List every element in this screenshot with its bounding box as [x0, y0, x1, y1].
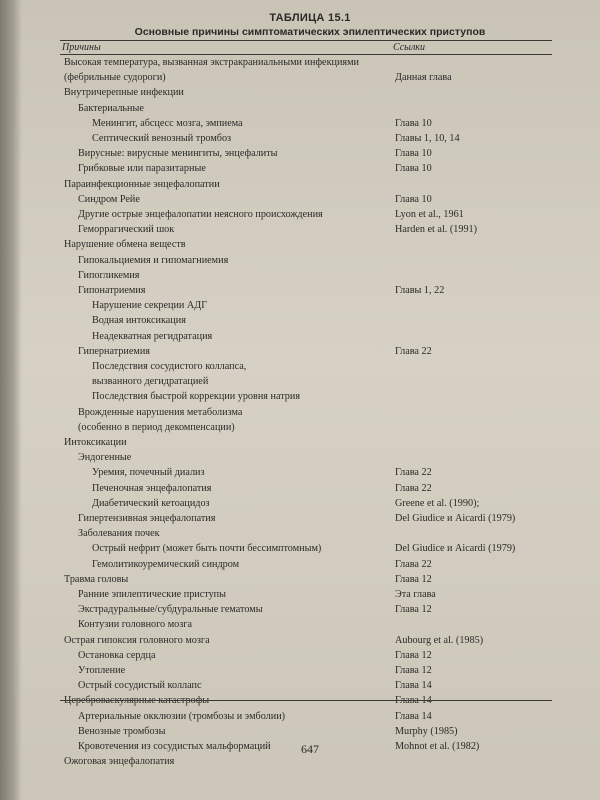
cause-cell: Гипернатриемия	[78, 345, 150, 357]
table-row	[60, 450, 552, 465]
reference-cell: Эта глава	[395, 589, 436, 600]
cause-cell: Интоксикации	[64, 437, 127, 448]
table-row	[60, 85, 552, 100]
reference-cell: Глава 10	[395, 163, 432, 175]
table-row	[60, 116, 552, 131]
page-number: 647	[301, 742, 319, 756]
book-spine-shadow	[0, 0, 22, 800]
table-title: Основные причины симптоматических эпилептических приступов	[134, 26, 486, 38]
table-row	[60, 374, 552, 389]
reference-cell: Murphy (1985)	[395, 725, 458, 737]
table-top-rule	[60, 40, 552, 41]
table-row	[60, 268, 552, 283]
table-row	[60, 541, 552, 556]
cause-cell: Утопление	[78, 665, 126, 676]
table-row	[60, 465, 552, 480]
reference-cell: Del Giudice и Aicardi (1979)	[395, 543, 516, 555]
cause-cell: Грибковые или паразитарные	[78, 163, 206, 175]
cause-cell: Острая гипоксия головного мозга	[64, 634, 210, 646]
cause-cell: Высокая температура, вызванная экстракраниальными инфекциями	[64, 57, 360, 68]
table-row	[60, 389, 552, 404]
cause-cell: Септический венозный тромбоз	[92, 133, 232, 144]
column-header-cause: Причины	[62, 42, 101, 53]
table-row	[60, 724, 552, 739]
reference-cell: Глава 12	[395, 665, 432, 676]
cause-cell: Уремия, почечный диализ	[92, 467, 205, 479]
table-row	[60, 526, 552, 541]
table-row	[60, 663, 552, 678]
table-row	[60, 192, 552, 207]
table-row	[60, 572, 552, 587]
table-row	[60, 648, 552, 663]
column-header-references: Ссылки	[393, 42, 425, 53]
cause-cell: Гипертензивная энцефалопатия	[78, 513, 216, 524]
cause-cell: Заболевания почек	[78, 528, 160, 540]
cause-cell: Врожденные нарушения метаболизма	[78, 406, 243, 418]
reference-cell: Глава 22	[395, 558, 432, 570]
table-row	[60, 359, 552, 374]
table-row	[60, 298, 552, 313]
cause-cell: Геморрагический шок	[78, 224, 175, 236]
table-row	[60, 101, 552, 116]
cause-cell: Менингит, абсцесс мозга, эмпиема	[92, 117, 243, 129]
reference-cell: Mohnot et al. (1982)	[395, 741, 480, 752]
cause-cell: Остановка сердца	[78, 649, 156, 661]
cause-cell: Нарушение секреции АДГ	[92, 300, 208, 312]
cause-cell: Гипонатриемия	[78, 285, 146, 296]
cause-cell: Гемолитикоуремический синдром	[92, 558, 240, 570]
table-row	[60, 633, 552, 648]
reference-cell: Greene et al. (1990);	[395, 497, 480, 509]
reference-cell: Lyon et al., 1961	[395, 209, 464, 220]
reference-cell: Главы 1, 22	[395, 285, 445, 296]
table-row	[60, 557, 552, 572]
cause-cell: Кровотечения из сосудистых мальформаций	[78, 741, 271, 752]
table-row	[60, 131, 552, 146]
cause-cell: Последствия сосудистого коллапса,	[92, 361, 247, 372]
reference-cell: Глава 10	[395, 117, 432, 129]
cause-cell: Печеночная энцефалопатия	[92, 482, 212, 494]
cause-cell: Бактериальные	[78, 102, 144, 114]
reference-cell: Глава 14	[395, 680, 432, 692]
table-row	[60, 70, 552, 85]
table-row	[60, 207, 552, 222]
book-page	[60, 0, 560, 800]
table-row	[60, 405, 552, 420]
cause-cell: Вирусные: вирусные менингиты, энцефалиты	[78, 148, 278, 160]
cause-cell: Эндогенные	[78, 452, 132, 464]
table-row	[60, 420, 552, 435]
table-row	[60, 587, 552, 602]
cause-cell: (особенно в период декомпенсации)	[78, 421, 235, 433]
table-row	[60, 709, 552, 724]
reference-cell: Глава 12	[395, 649, 432, 661]
reference-cell: Глава 22	[395, 345, 432, 357]
cause-cell: Синдром Рейе	[78, 193, 140, 205]
cause-cell: Ранние эпилептические приступы	[78, 589, 226, 600]
table-row	[60, 678, 552, 693]
cause-cell: Артериальные окклюзии (тромбозы и эмболии)	[78, 710, 286, 722]
reference-cell: Aubourg et al. (1985)	[395, 634, 484, 646]
cause-cell: Экстрадуральные/субдуральные гематомы	[78, 604, 263, 616]
cause-cell: Нарушение обмена веществ	[64, 239, 186, 251]
table-row	[60, 146, 552, 161]
cause-cell: Венозные тромбозы	[78, 725, 166, 737]
cause-cell: Внутричерепные инфекции	[64, 87, 184, 99]
table-bottom-rule	[60, 700, 552, 701]
cause-cell: Параинфекционные энцефалопатии	[64, 178, 220, 190]
table-row	[60, 435, 552, 450]
table-row	[60, 55, 552, 70]
cause-cell: Неадекватная регидратация	[92, 330, 213, 342]
cause-cell: Гипокальциемия и гипомагниемия	[78, 254, 229, 266]
reference-cell: Глава 22	[395, 482, 432, 494]
table-row	[60, 602, 552, 617]
table-row	[60, 617, 552, 632]
cause-cell: Диабетический кетоацидоз	[92, 497, 210, 509]
table-row	[60, 161, 552, 176]
reference-cell: Глава 14	[395, 710, 432, 722]
reference-cell: Главы 1, 10, 14	[395, 133, 460, 144]
reference-cell: Глава 22	[395, 467, 432, 479]
reference-cell: Глава 10	[395, 193, 432, 205]
table-row	[60, 313, 552, 328]
cause-cell: Последствия быстрой коррекции уровня натрия	[92, 391, 301, 403]
reference-cell: Данная глава	[395, 72, 452, 84]
table-row	[60, 329, 552, 344]
table-row	[60, 253, 552, 268]
cause-cell: Острый нефрит (может быть почти бессимптомным)	[92, 543, 322, 555]
cause-cell: Травма головы	[64, 573, 129, 585]
table-row	[60, 222, 552, 237]
reference-cell: Harden et al. (1991)	[395, 224, 478, 236]
cause-cell: Водная интоксикация	[92, 315, 186, 327]
cause-cell: вызванного дегидратацией	[92, 376, 209, 388]
table-number: ТАБЛИЦА 15.1	[269, 12, 351, 24]
reference-cell: Глава 12	[395, 604, 432, 616]
reference-cell: Глава 12	[395, 573, 432, 585]
table-row	[60, 511, 552, 526]
cause-cell: Контузии головного мозга	[78, 619, 192, 631]
cause-cell: Гипогликемия	[78, 269, 140, 281]
table-row	[60, 481, 552, 496]
table-row	[60, 237, 552, 252]
cause-cell: Другие острые энцефалопатии неясного происхождения	[78, 209, 323, 220]
cause-cell: Ожоговая энцефалопатия	[64, 756, 175, 768]
table-row	[60, 344, 552, 359]
table-row	[60, 496, 552, 511]
reference-cell: Глава 10	[395, 148, 432, 160]
table-row	[60, 283, 552, 298]
reference-cell: Del Giudice и Aicardi (1979)	[395, 513, 516, 524]
cause-cell: (фебрильные судороги)	[64, 72, 166, 84]
cause-cell: Острый сосудистый коллапс	[78, 680, 202, 692]
table-row	[60, 177, 552, 192]
